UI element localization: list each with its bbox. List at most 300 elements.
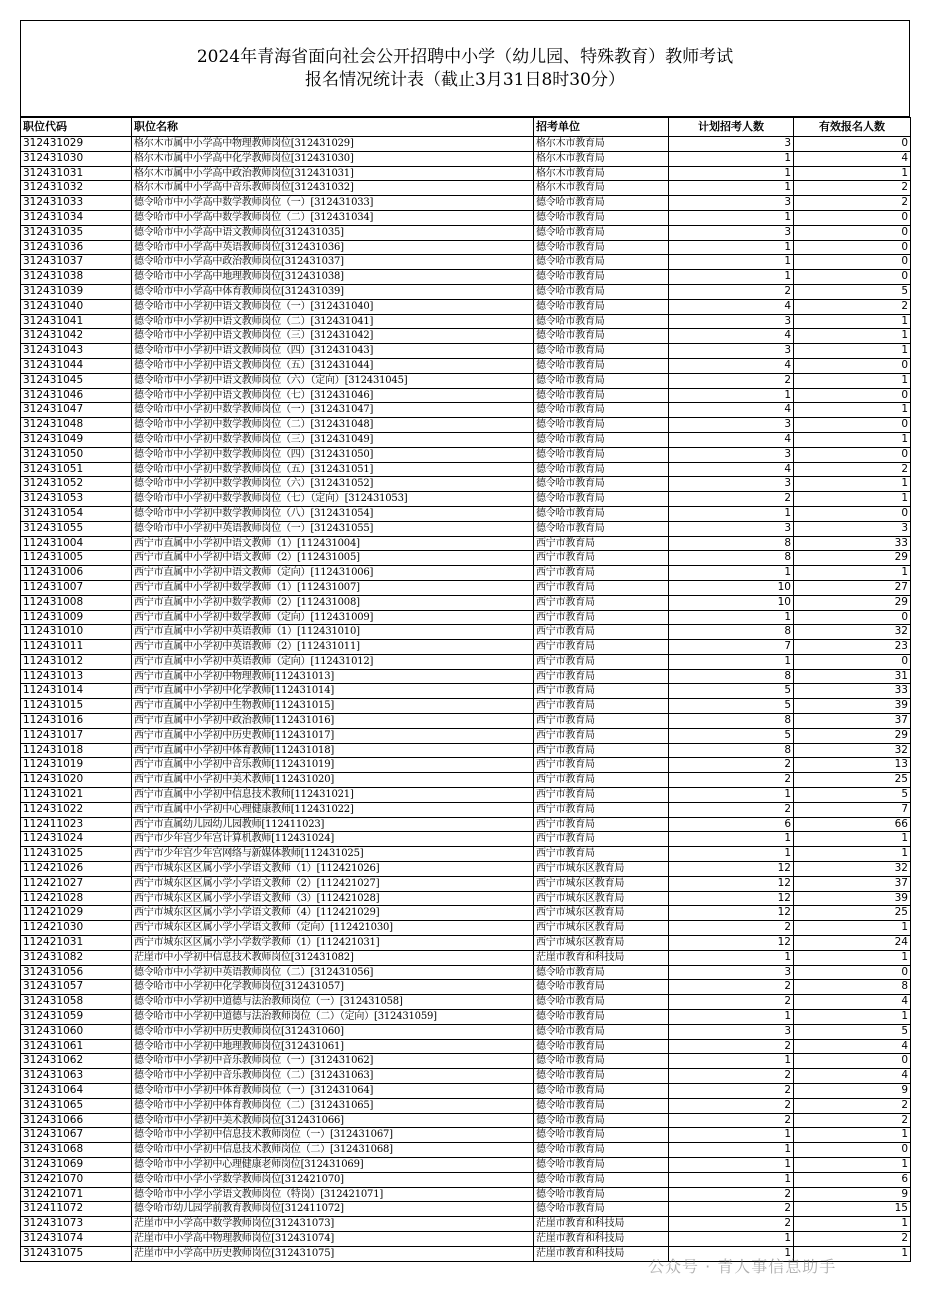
cell-position-name: 西宁市直属中小学初中语文教师（1）[112431004] (132, 536, 534, 551)
cell-registered-count: 1 (794, 1010, 911, 1025)
cell-position-code: 312431055 (21, 521, 132, 536)
cell-planned-count: 3 (669, 447, 794, 462)
table-row (21, 847, 911, 862)
cell-registered-count: 2 (794, 462, 911, 477)
table-row (21, 551, 911, 566)
table-row (21, 225, 911, 240)
cell-planned-count: 8 (669, 625, 794, 640)
cell-registered-count: 0 (794, 418, 911, 433)
cell-registered-count: 33 (794, 536, 911, 551)
cell-recruiting-unit: 西宁市教育局 (534, 802, 669, 817)
cell-planned-count: 1 (669, 566, 794, 581)
cell-position-code: 112431010 (21, 625, 132, 640)
cell-position-name: 德令哈市中小学初中化学教师岗位[312431057] (132, 980, 534, 995)
cell-position-code: 112431004 (21, 536, 132, 551)
cell-registered-count: 0 (794, 270, 911, 285)
cell-registered-count: 0 (794, 965, 911, 980)
cell-planned-count: 1 (669, 210, 794, 225)
cell-recruiting-unit: 德令哈市教育局 (534, 388, 669, 403)
cell-registered-count: 31 (794, 669, 911, 684)
col-header-planned: 计划招考人数 (669, 118, 794, 137)
cell-recruiting-unit: 德令哈市教育局 (534, 1128, 669, 1143)
cell-position-code: 112431018 (21, 743, 132, 758)
cell-position-name: 德令哈市中小学高中数学教师岗位（一）[312431033] (132, 196, 534, 211)
cell-recruiting-unit: 德令哈市教育局 (534, 373, 669, 388)
cell-position-code: 112431007 (21, 580, 132, 595)
table-row (21, 610, 911, 625)
cell-recruiting-unit: 德令哈市教育局 (534, 1010, 669, 1025)
cell-position-code: 312431035 (21, 225, 132, 240)
cell-position-code: 112431014 (21, 684, 132, 699)
cell-planned-count: 8 (669, 551, 794, 566)
cell-position-name: 西宁市直属中小学初中心理健康教师[112431022] (132, 802, 534, 817)
cell-position-name: 西宁市直属中小学初中语文教师（定向）[112431006] (132, 566, 534, 581)
cell-registered-count: 2 (794, 299, 911, 314)
cell-planned-count: 10 (669, 595, 794, 610)
cell-planned-count: 2 (669, 1084, 794, 1099)
cell-recruiting-unit: 德令哈市教育局 (534, 1054, 669, 1069)
cell-position-name: 茫崖市中小学高中物理教师岗位[312431074] (132, 1231, 534, 1246)
title-box (20, 20, 910, 117)
cell-position-code: 112431012 (21, 654, 132, 669)
table-row (21, 344, 911, 359)
cell-position-code: 312431041 (21, 314, 132, 329)
cell-planned-count: 2 (669, 492, 794, 507)
cell-recruiting-unit: 西宁市城东区教育局 (534, 906, 669, 921)
cell-position-name: 西宁市直属中小学初中物理教师[112431013] (132, 669, 534, 684)
cell-position-name: 西宁市城东区区属小学小学语文教师（3）[112421028] (132, 891, 534, 906)
cell-position-name: 德令哈市中小学初中历史教师岗位[312431060] (132, 1024, 534, 1039)
table-row (21, 669, 911, 684)
cell-registered-count: 0 (794, 225, 911, 240)
cell-planned-count: 2 (669, 980, 794, 995)
cell-recruiting-unit: 茫崖市教育和科技局 (534, 1246, 669, 1261)
cell-position-code: 312431033 (21, 196, 132, 211)
cell-planned-count: 3 (669, 1024, 794, 1039)
cell-recruiting-unit: 西宁市教育局 (534, 847, 669, 862)
cell-position-code: 112421031 (21, 936, 132, 951)
cell-position-code: 112431006 (21, 566, 132, 581)
cell-recruiting-unit: 西宁市教育局 (534, 817, 669, 832)
table-row (21, 373, 911, 388)
table-row (21, 270, 911, 285)
cell-position-code: 312431048 (21, 418, 132, 433)
cell-registered-count: 25 (794, 773, 911, 788)
table-row (21, 817, 911, 832)
cell-recruiting-unit: 德令哈市教育局 (534, 447, 669, 462)
cell-position-name: 西宁市直属中小学初中生物教师[112431015] (132, 699, 534, 714)
cell-registered-count: 2 (794, 1098, 911, 1113)
cell-position-name: 西宁市直属中小学初中历史教师[112431017] (132, 728, 534, 743)
cell-position-code: 112431015 (21, 699, 132, 714)
cell-registered-count: 1 (794, 329, 911, 344)
table-row (21, 1231, 911, 1246)
cell-position-name: 德令哈市中小学小学语文教师岗位（特岗）[312421071] (132, 1187, 534, 1202)
cell-position-name: 西宁市直属中小学初中音乐教师[112431019] (132, 758, 534, 773)
cell-position-name: 格尔木市属中小学高中物理教师岗位[312431029] (132, 137, 534, 152)
cell-recruiting-unit: 德令哈市教育局 (534, 1084, 669, 1099)
cell-position-name: 德令哈市中小学初中数学教师岗位（二）[312431048] (132, 418, 534, 433)
cell-registered-count: 3 (794, 521, 911, 536)
cell-position-name: 西宁市城东区区属小学小学语文教师（1）[112421026] (132, 862, 534, 877)
cell-position-code: 312431060 (21, 1024, 132, 1039)
cell-position-code: 112431008 (21, 595, 132, 610)
cell-position-name: 德令哈市中小学初中心理健康老师岗位[312431069] (132, 1157, 534, 1172)
cell-registered-count: 1 (794, 373, 911, 388)
cell-recruiting-unit: 德令哈市教育局 (534, 299, 669, 314)
cell-position-code: 312431053 (21, 492, 132, 507)
cell-position-code: 112431022 (21, 802, 132, 817)
cell-recruiting-unit: 德令哈市教育局 (534, 506, 669, 521)
cell-registered-count: 39 (794, 699, 911, 714)
table-row (21, 891, 911, 906)
cell-position-name: 德令哈市中小学初中数学教师岗位（一）[312431047] (132, 403, 534, 418)
cell-registered-count: 4 (794, 151, 911, 166)
cell-registered-count: 6 (794, 1172, 911, 1187)
cell-position-code: 112431017 (21, 728, 132, 743)
cell-registered-count: 1 (794, 847, 911, 862)
table-row (21, 773, 911, 788)
cell-recruiting-unit: 德令哈市教育局 (534, 995, 669, 1010)
cell-position-name: 德令哈市中小学初中语文教师岗位（七）[312431046] (132, 388, 534, 403)
table-body (21, 137, 911, 1262)
cell-planned-count: 1 (669, 388, 794, 403)
registration-table (20, 117, 911, 1262)
table-row (21, 462, 911, 477)
cell-position-code: 312431039 (21, 284, 132, 299)
cell-recruiting-unit: 德令哈市教育局 (534, 210, 669, 225)
cell-position-code: 312431062 (21, 1054, 132, 1069)
cell-registered-count: 1 (794, 477, 911, 492)
cell-planned-count: 1 (669, 1246, 794, 1261)
cell-planned-count: 1 (669, 610, 794, 625)
cell-registered-count: 2 (794, 1231, 911, 1246)
cell-planned-count: 1 (669, 1054, 794, 1069)
cell-position-code: 112431013 (21, 669, 132, 684)
cell-recruiting-unit: 德令哈市教育局 (534, 1172, 669, 1187)
cell-recruiting-unit: 德令哈市教育局 (534, 344, 669, 359)
cell-position-code: 312431043 (21, 344, 132, 359)
cell-recruiting-unit: 西宁市城东区教育局 (534, 891, 669, 906)
cell-registered-count: 4 (794, 1069, 911, 1084)
cell-position-code: 112431005 (21, 551, 132, 566)
cell-position-code: 312431069 (21, 1157, 132, 1172)
cell-planned-count: 4 (669, 358, 794, 373)
cell-recruiting-unit: 西宁市教育局 (534, 743, 669, 758)
cell-planned-count: 1 (669, 240, 794, 255)
cell-registered-count: 1 (794, 344, 911, 359)
cell-registered-count: 1 (794, 1246, 911, 1261)
cell-registered-count: 0 (794, 388, 911, 403)
cell-planned-count: 3 (669, 225, 794, 240)
cell-planned-count: 4 (669, 462, 794, 477)
cell-position-name: 格尔木市属中小学高中化学教师岗位[312431030] (132, 151, 534, 166)
table-row (21, 521, 911, 536)
cell-registered-count: 0 (794, 137, 911, 152)
cell-registered-count: 1 (794, 832, 911, 847)
cell-planned-count: 3 (669, 196, 794, 211)
cell-planned-count: 1 (669, 847, 794, 862)
table-row (21, 906, 911, 921)
cell-planned-count: 4 (669, 432, 794, 447)
cell-planned-count: 2 (669, 373, 794, 388)
cell-registered-count: 1 (794, 566, 911, 581)
cell-recruiting-unit: 德令哈市教育局 (534, 432, 669, 447)
table-row (21, 788, 911, 803)
watermark: 公众号 · 青人事信息助手 (648, 1257, 837, 1276)
cell-position-name: 西宁市直属中小学初中信息技术教师[112431021] (132, 788, 534, 803)
table-row (21, 1217, 911, 1232)
cell-planned-count: 12 (669, 936, 794, 951)
cell-recruiting-unit: 德令哈市教育局 (534, 492, 669, 507)
cell-recruiting-unit: 西宁市城东区教育局 (534, 921, 669, 936)
cell-position-name: 格尔木市属中小学高中政治教师岗位[312431031] (132, 166, 534, 181)
cell-recruiting-unit: 西宁市教育局 (534, 714, 669, 729)
cell-position-name: 德令哈市幼儿园学前教育教师岗位[312411072] (132, 1202, 534, 1217)
cell-registered-count: 1 (794, 921, 911, 936)
cell-position-code: 312431068 (21, 1143, 132, 1158)
cell-position-name: 西宁市直属中小学初中化学教师[112431014] (132, 684, 534, 699)
cell-planned-count: 1 (669, 654, 794, 669)
table-row (21, 1098, 911, 1113)
cell-recruiting-unit: 西宁市城东区教育局 (534, 876, 669, 891)
cell-position-code: 112431021 (21, 788, 132, 803)
cell-registered-count: 1 (794, 403, 911, 418)
cell-registered-count: 1 (794, 432, 911, 447)
cell-planned-count: 1 (669, 166, 794, 181)
cell-registered-count: 15 (794, 1202, 911, 1217)
cell-registered-count: 23 (794, 640, 911, 655)
table-row (21, 284, 911, 299)
table-row (21, 950, 911, 965)
table-row (21, 181, 911, 196)
cell-recruiting-unit: 德令哈市教育局 (534, 403, 669, 418)
cell-registered-count: 5 (794, 788, 911, 803)
table-row (21, 714, 911, 729)
col-header-code: 职位代码 (21, 118, 132, 137)
cell-planned-count: 1 (669, 1128, 794, 1143)
cell-registered-count: 29 (794, 728, 911, 743)
cell-position-name: 德令哈市中小学初中音乐教师岗位（二）[312431063] (132, 1069, 534, 1084)
cell-position-code: 312431042 (21, 329, 132, 344)
title-line-1: 2024年青海省面向社会公开招聘中小学（幼儿园、特殊教育）教师考试 (196, 46, 734, 67)
cell-position-name: 德令哈市中小学初中语文教师岗位（二）[312431041] (132, 314, 534, 329)
cell-recruiting-unit: 西宁市教育局 (534, 580, 669, 595)
cell-position-code: 312431067 (21, 1128, 132, 1143)
table-row (21, 477, 911, 492)
cell-position-code: 312431054 (21, 506, 132, 521)
cell-position-name: 德令哈市中小学高中体育教师岗位[312431039] (132, 284, 534, 299)
cell-registered-count: 5 (794, 1024, 911, 1039)
cell-planned-count: 1 (669, 1143, 794, 1158)
cell-position-name: 德令哈市中小学初中道德与法治教师岗位（二）（定向）[312431059] (132, 1010, 534, 1025)
cell-position-name: 德令哈市中小学初中语文教师岗位（一）[312431040] (132, 299, 534, 314)
cell-position-name: 德令哈市中小学初中道德与法治教师岗位（一）[312431058] (132, 995, 534, 1010)
cell-position-name: 西宁市直属中小学初中数学教师（定向）[112431009] (132, 610, 534, 625)
cell-position-name: 德令哈市中小学高中英语教师岗位[312431036] (132, 240, 534, 255)
cell-position-name: 德令哈市中小学初中数学教师岗位（六）[312431052] (132, 477, 534, 492)
cell-planned-count: 1 (669, 1010, 794, 1025)
cell-planned-count: 8 (669, 536, 794, 551)
cell-position-code: 312431058 (21, 995, 132, 1010)
cell-position-code: 312431037 (21, 255, 132, 270)
cell-registered-count: 0 (794, 255, 911, 270)
table-row (21, 314, 911, 329)
cell-planned-count: 3 (669, 344, 794, 359)
cell-planned-count: 3 (669, 521, 794, 536)
cell-position-name: 西宁市直属中小学初中英语教师（1）[112431010] (132, 625, 534, 640)
cell-recruiting-unit: 西宁市城东区教育局 (534, 862, 669, 877)
cell-recruiting-unit: 德令哈市教育局 (534, 1143, 669, 1158)
cell-planned-count: 8 (669, 714, 794, 729)
cell-position-code: 112421029 (21, 906, 132, 921)
cell-recruiting-unit: 德令哈市教育局 (534, 477, 669, 492)
cell-planned-count: 1 (669, 151, 794, 166)
cell-recruiting-unit: 茫崖市教育和科技局 (534, 950, 669, 965)
cell-recruiting-unit: 西宁市教育局 (534, 773, 669, 788)
cell-position-name: 德令哈市中小学初中数学教师岗位（三）[312431049] (132, 432, 534, 447)
cell-position-code: 312421071 (21, 1187, 132, 1202)
cell-registered-count: 8 (794, 980, 911, 995)
cell-planned-count: 2 (669, 1187, 794, 1202)
cell-planned-count: 5 (669, 728, 794, 743)
cell-recruiting-unit: 德令哈市教育局 (534, 1098, 669, 1113)
col-header-registered: 有效报名人数 (794, 118, 911, 137)
cell-position-name: 西宁市直属中小学初中美术教师[112431020] (132, 773, 534, 788)
cell-registered-count: 0 (794, 654, 911, 669)
cell-position-code: 312431029 (21, 137, 132, 152)
table-row (21, 595, 911, 610)
table-row (21, 936, 911, 951)
cell-registered-count: 9 (794, 1084, 911, 1099)
table-row (21, 388, 911, 403)
cell-registered-count: 2 (794, 196, 911, 211)
cell-position-code: 312431051 (21, 462, 132, 477)
cell-recruiting-unit: 西宁市教育局 (534, 625, 669, 640)
table-row (21, 743, 911, 758)
cell-position-name: 德令哈市中小学初中美术教师岗位[312431066] (132, 1113, 534, 1128)
cell-registered-count: 1 (794, 1217, 911, 1232)
table-row (21, 1128, 911, 1143)
table-row (21, 403, 911, 418)
table-row (21, 1143, 911, 1158)
cell-position-code: 112421027 (21, 876, 132, 891)
cell-position-name: 德令哈市中小学初中英语教师岗位（一）[312431055] (132, 521, 534, 536)
cell-recruiting-unit: 西宁市教育局 (534, 551, 669, 566)
cell-planned-count: 2 (669, 773, 794, 788)
cell-position-code: 312431073 (21, 1217, 132, 1232)
cell-recruiting-unit: 西宁市教育局 (534, 728, 669, 743)
cell-recruiting-unit: 茫崖市教育和科技局 (534, 1217, 669, 1232)
cell-position-code: 312431046 (21, 388, 132, 403)
table-row (21, 151, 911, 166)
cell-planned-count: 1 (669, 832, 794, 847)
cell-position-name: 德令哈市中小学初中数学教师岗位（七）（定向）[312431053] (132, 492, 534, 507)
table-row (21, 980, 911, 995)
cell-position-code: 312421070 (21, 1172, 132, 1187)
cell-position-name: 德令哈市中小学初中语文教师岗位（三）[312431042] (132, 329, 534, 344)
cell-position-name: 德令哈市中小学初中数学教师岗位（八）[312431054] (132, 506, 534, 521)
cell-position-name: 德令哈市中小学初中语文教师岗位（四）[312431043] (132, 344, 534, 359)
cell-recruiting-unit: 西宁市教育局 (534, 788, 669, 803)
cell-position-name: 西宁市城东区区属小学小学语文教师（2）[112421027] (132, 876, 534, 891)
cell-position-name: 西宁市直属中小学初中政治教师[112431016] (132, 714, 534, 729)
cell-registered-count: 0 (794, 610, 911, 625)
table-row (21, 1054, 911, 1069)
table-row (21, 876, 911, 891)
cell-registered-count: 0 (794, 447, 911, 462)
cell-planned-count: 1 (669, 1172, 794, 1187)
cell-recruiting-unit: 西宁市教育局 (534, 684, 669, 699)
table-row (21, 965, 911, 980)
cell-registered-count: 2 (794, 181, 911, 196)
cell-planned-count: 1 (669, 181, 794, 196)
cell-registered-count: 9 (794, 1187, 911, 1202)
cell-position-code: 312431075 (21, 1246, 132, 1261)
cell-position-code: 312431049 (21, 432, 132, 447)
cell-position-code: 312431061 (21, 1039, 132, 1054)
cell-recruiting-unit: 德令哈市教育局 (534, 358, 669, 373)
cell-registered-count: 27 (794, 580, 911, 595)
cell-position-name: 西宁市直属中小学初中语文教师（2）[112431005] (132, 551, 534, 566)
cell-position-name: 西宁市直属中小学初中数学教师（1）[112431007] (132, 580, 534, 595)
header-row (21, 118, 911, 137)
cell-planned-count: 4 (669, 403, 794, 418)
cell-planned-count: 2 (669, 921, 794, 936)
cell-recruiting-unit: 西宁市教育局 (534, 566, 669, 581)
cell-position-code: 312431050 (21, 447, 132, 462)
table-row (21, 240, 911, 255)
cell-planned-count: 2 (669, 802, 794, 817)
cell-registered-count: 0 (794, 210, 911, 225)
cell-planned-count: 3 (669, 418, 794, 433)
cell-position-name: 西宁市城东区区属小学小学语文教师（定向）[112421030] (132, 921, 534, 936)
cell-recruiting-unit: 德令哈市教育局 (534, 1039, 669, 1054)
cell-position-code: 312431052 (21, 477, 132, 492)
cell-position-code: 312431066 (21, 1113, 132, 1128)
cell-recruiting-unit: 德令哈市教育局 (534, 329, 669, 344)
cell-recruiting-unit: 西宁市教育局 (534, 832, 669, 847)
cell-position-code: 312411072 (21, 1202, 132, 1217)
cell-position-code: 112431024 (21, 832, 132, 847)
table-row (21, 1069, 911, 1084)
statistics-sheet (20, 20, 910, 1262)
table-row (21, 684, 911, 699)
cell-position-name: 德令哈市中小学初中地理教师岗位[312431061] (132, 1039, 534, 1054)
table-row (21, 137, 911, 152)
table-row (21, 1172, 911, 1187)
cell-planned-count: 1 (669, 950, 794, 965)
cell-planned-count: 10 (669, 580, 794, 595)
cell-registered-count: 37 (794, 876, 911, 891)
cell-recruiting-unit: 格尔木市教育局 (534, 181, 669, 196)
cell-position-code: 112431011 (21, 640, 132, 655)
table-row (21, 566, 911, 581)
cell-recruiting-unit: 德令哈市教育局 (534, 965, 669, 980)
table-row (21, 506, 911, 521)
cell-planned-count: 1 (669, 788, 794, 803)
cell-planned-count: 1 (669, 255, 794, 270)
table-row (21, 1202, 911, 1217)
cell-position-name: 德令哈市中小学初中信息技术教师岗位（二）[312431068] (132, 1143, 534, 1158)
cell-recruiting-unit: 德令哈市教育局 (534, 1069, 669, 1084)
col-header-unit: 招考单位 (534, 118, 669, 137)
cell-position-code: 312431059 (21, 1010, 132, 1025)
cell-registered-count: 32 (794, 625, 911, 640)
table-row (21, 418, 911, 433)
cell-registered-count: 2 (794, 1113, 911, 1128)
cell-planned-count: 2 (669, 1217, 794, 1232)
